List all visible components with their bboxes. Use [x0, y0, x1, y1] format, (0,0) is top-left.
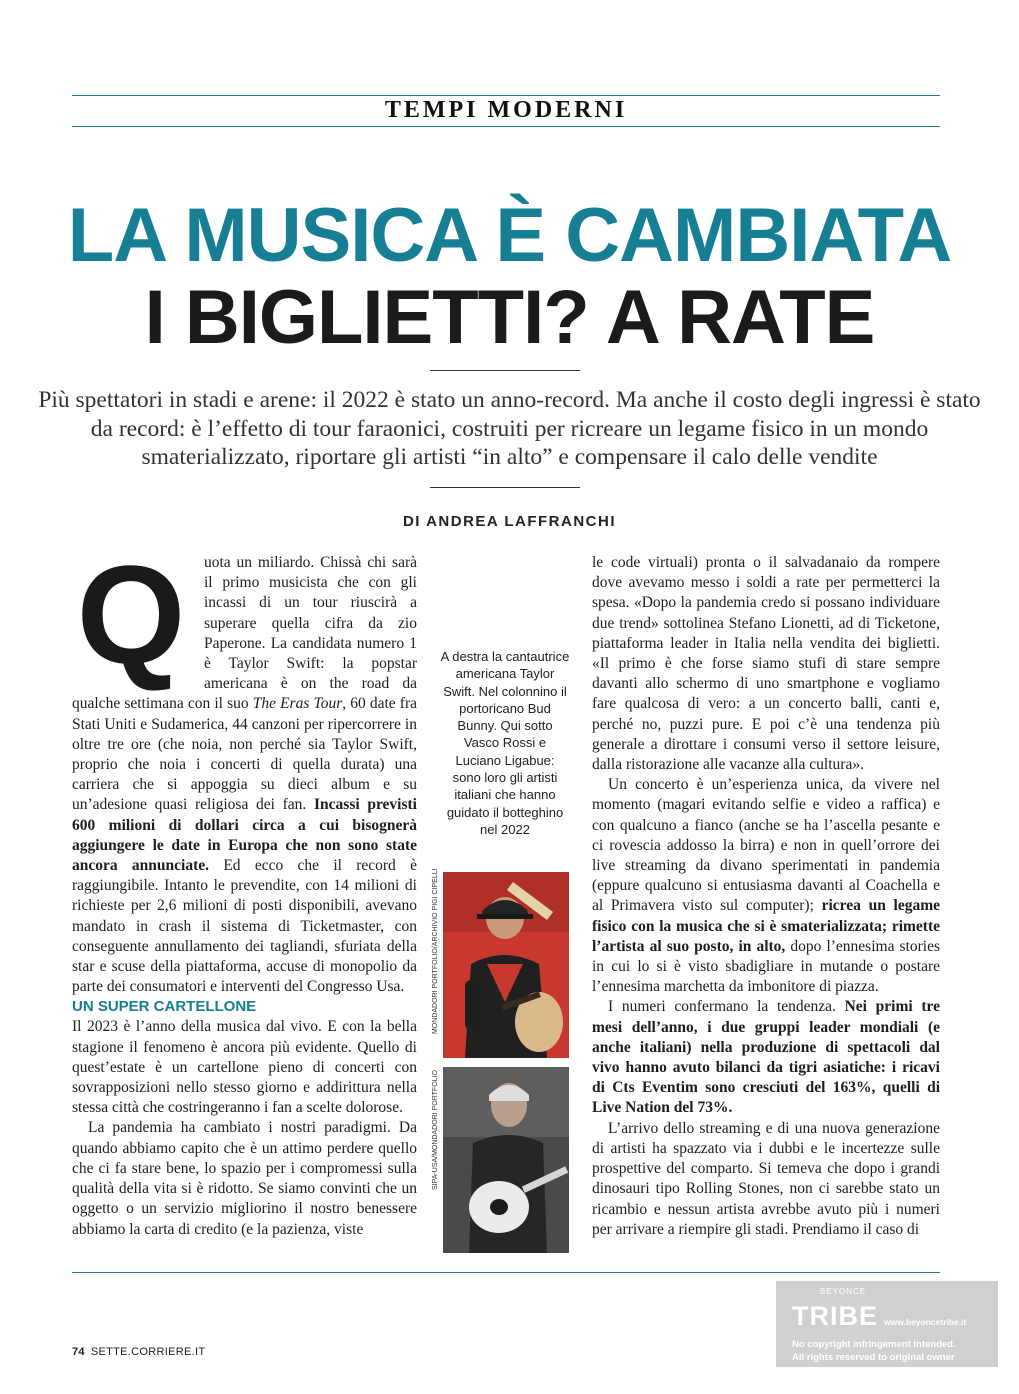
subheading: UN SUPER CARTELLONE: [72, 998, 257, 1016]
photo-credit-1: MONDADORI PORTFOLIO/ARCHIVIO PIGI CIPELLI: [432, 868, 439, 1034]
text-run: uota un miliardo. Chissà chi sarà il primo musicista che con gli incassi di un tour riuscirà a superare quella cifra da zio Paperone. La candidata numero 1 è Taylor Swift: la popstar americana è on the road da qualche settimana con il suo: [72, 554, 417, 713]
photo-luciano-ligabue: [443, 1067, 569, 1253]
top-rule-2: [72, 126, 940, 127]
bottom-rule: [72, 1272, 940, 1273]
page-footer: [72, 1346, 205, 1358]
paragraph: le code virtuali) pronta o il salvadanaio da rompere dove avevamo messo i soldi a rate per permetterci la spesa. «Dopo la pandemia credo si possano individuare due trend» sottolinea Stefano Lionetti, ad di Ticketone, piattaforma leader in Italia nella vendita dei biglietti. «Il primo è che forse siamo stufi di stare sempre davanti allo schermo di uno smartphone e vogliamo fare qualcosa di vero: a un concerto balli, canti e, perché no, puzzi pure. E poi c’è una tendenza più generale a dirottare i consumi verso il settore leisure, dalla ristorazione alle vacanze alla cultura».: [592, 554, 940, 774]
photo-caption: A destra la cantautrice americana Taylor Swift. Nel colonnino il portoricano Bud Bunny. Qui sotto Vasco Rossi e Luciano Ligabue: sono loro gli artisti italiani che hanno guidato il botteghino nel 2022: [440, 649, 570, 837]
standfirst: Più spettatori in stadi e arene: il 2022 è stato un anno-record. Ma anche il costo degli ingressi è stato da record: è l’effetto di tour faraonici, costruiti per ricreare un legame fisico in un mondo smaterializzato, riportare gli artisti “in alto” e compensare il calo delle vendite: [38, 387, 981, 470]
right-column: [592, 553, 940, 1240]
photo-credit-2: SIPA-USA/MONDADORI PORTFOLIO: [432, 1070, 439, 1190]
watermark-notice-2: All rights reserved to original owner: [792, 1352, 955, 1363]
text-run: I numeri confermano la tendenza.: [608, 998, 845, 1016]
headline-line-1: LA MUSICA È CAMBIATA: [67, 193, 952, 278]
headline-line-2: I BIGLIETTI? A RATE: [144, 275, 875, 360]
watermark-small: BEYONCE: [820, 1287, 867, 1296]
top-rule-1: [72, 95, 940, 96]
photo-luciano-ligabue-illustration: [443, 1067, 569, 1253]
paragraph: L’arrivo dello streaming e di una nuova generazione di artisti ha spazzato via i dubbi e le incertezze sulle prospettive del comparto. Si temeva che dopo i grandi dinosauri tipo Rolling Stones, non ci sarebbe stato un ricambio e nessun artista avrebbe avuto più i numeri per arrivare a riempire gli stadi. Prendiamo il caso di: [592, 1119, 940, 1238]
text-run: Ed ecco che il record è raggiungibile. Intanto le prevendite, con 14 milioni di richieste per 2,6 milioni di posti disponibili, avevano mandato in crash il sistema di Ticketmaster, con conseguente annullamento dei tagliandi, sfuriata della star e scuse della piattaforma, accuse di monopolio da parte dei consumatori e interventi del Congresso Usa.: [72, 857, 417, 996]
paragraph: [592, 775, 940, 997]
tour-title: The Eras Tour: [252, 695, 343, 713]
standfirst-rule-top: [430, 370, 580, 371]
dropcap: Q: [76, 536, 186, 693]
watermark-logo: TRIBE: [792, 1301, 878, 1331]
photo-vasco-rossi-illustration: [443, 872, 569, 1058]
watermark-notice-1: No copyright infringement intended.: [792, 1339, 956, 1350]
bold-run: ricrea un legame fisico con la musica che si è smaterializzata; rimette l’artista al suo posto, in alto,: [592, 897, 940, 955]
site-name: SETTE.CORRIERE.IT: [90, 1346, 206, 1358]
bold-run: Incassi previsti 600 milioni di dollari circa a cui bisognerà aggiungere le date in Europa che non sono state ancora annunciate.: [72, 796, 417, 875]
photo-vasco-rossi: [443, 872, 569, 1058]
paragraph: [592, 997, 940, 1118]
watermark-url: www.beyoncetribe.it: [884, 1317, 967, 1327]
left-column: [72, 536, 417, 1240]
bold-run: Nei primi tre mesi dell’anno, i due gruppi leader mondiali (e anche italiani) nella produzione di spettacoli dal vivo hanno avuto bilanci da tigri asiatiche: i ricavi di Cts Eventim sono cresciuti del 163%, quelli di Live Nation del 73%.: [592, 998, 940, 1117]
page-number: 74: [72, 1346, 85, 1358]
paragraph: La pandemia ha cambiato i nostri paradigmi. Da quando abbiamo capito che è un attimo perdere quello che ci fa stare bene, lo spazio per i compromessi sulla qualità della vita si è ridotto. Se siamo convinti che un oggetto o un servizio migliorino il nostro benessere abbiamo la carta di credito (e la pazienza, viste: [72, 1119, 417, 1238]
paragraph: Il 2023 è l’anno della musica dal vivo. E con la bella stagione il fenomeno è ancora più evidente. Quello di quest’estate è un cartellone pieno di concerti con sovrapposizioni nello stesso giorno e addirittura nella stessa città che costringeranno i fan a scelte dolorose.: [72, 1018, 417, 1117]
text-run: , 60 date fra Stati Uniti e Sudamerica, 44 canzoni per ripercorrere in oltre tre ore (che noia, non perché sia Taylor Swift, proprio che noia i concerti di quella durata) una carriera che si appoggia su dieci album e su un’adesione quasi religiosa dei fan.: [72, 695, 417, 814]
text-run: dopo l’ennesima stories in cui lo si è visto sbadigliare in mutande o postare l’ennesima marchetta da imbonitore di piazza.: [592, 937, 940, 996]
text-run: Un concerto è un’esperienza unica, da vivere nel momento (magari evitando selfie e video a raffica) e con qualcuno a fianco (anche se ha l’ascella pesante e ci rovescia addosso la birra) e non in quell’orrore dei live streaming da divano sperimentati in pandemia (eppure qualcuno si entusiasma davanti al Coachella e al Primavera visto sul computer);: [592, 776, 940, 915]
paragraph: [72, 536, 417, 997]
section-label: TEMPI MODERNI: [384, 97, 628, 123]
standfirst-rule-bottom: [430, 487, 580, 488]
watermark: [776, 1281, 998, 1367]
byline: DI ANDREA LAFFRANCHI: [402, 513, 617, 530]
